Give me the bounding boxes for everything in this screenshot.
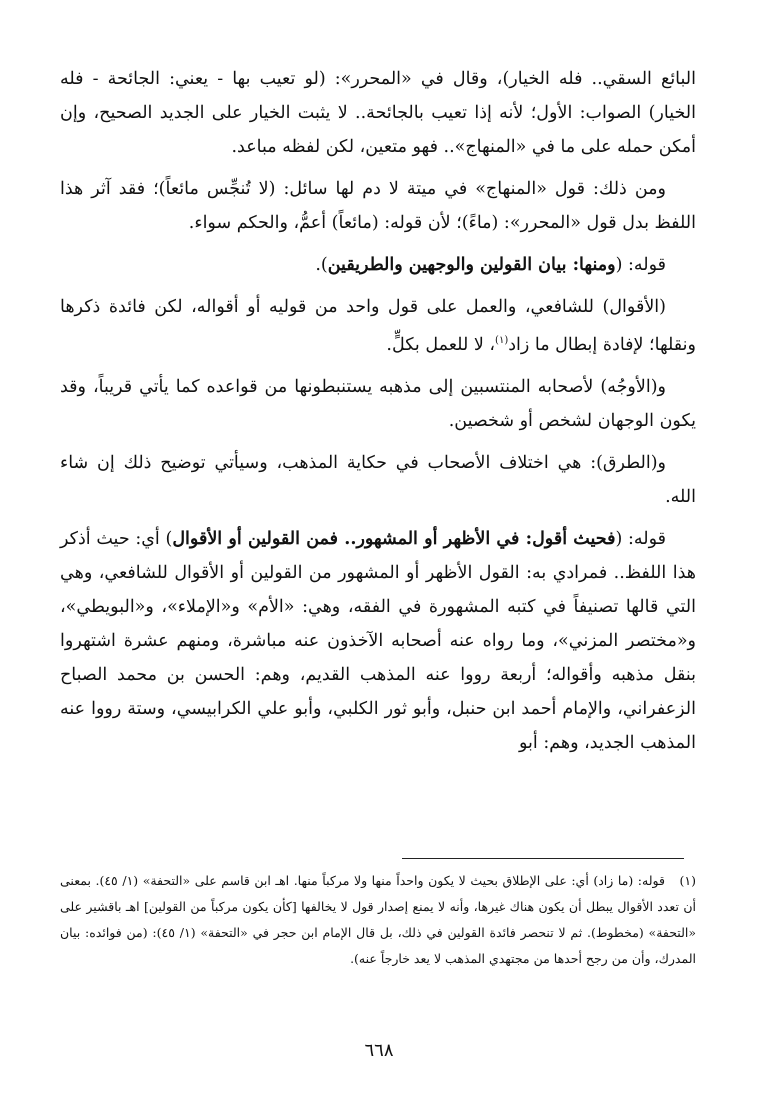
paragraph <box>60 248 696 282</box>
text-run: قوله: ( <box>615 528 666 549</box>
footnote <box>60 868 696 972</box>
footnote-ref: (١) <box>495 335 509 346</box>
text-run: ومن ذلك: قول «المنهاج» في ميتة لا دم لها سائل: (لا تُنجِّس مائعاً)؛ فقد آثر هذا اللفظ بدل قول «المحرر»: (ماءً)؛ لأن قوله: (مائعاً) أعمُّ، والحكم سواء. <box>60 179 696 233</box>
paragraph <box>60 370 696 438</box>
page-number: ٦٦٨ <box>364 1040 394 1061</box>
text-run: (الأقوال) للشافعي، والعمل على قول واحد من قوليه أو أقواله، لكن فائدة ذكرها ونقلها؛ لإفادة إبطال ما زاد <box>60 297 696 355</box>
text-run: ). <box>315 255 328 275</box>
bold-quote: فحيث أقول: في الأظهر أو المشهور.. فمن القولين أو الأقوال <box>172 528 616 549</box>
text-run: البائع السقي.. فله الخيار)، وقال في «المحرر»: (لو تعيب بها - يعني: الجائحة - فله الخيار) الصواب: الأول؛ لأنه إذا تعيب بالجائحة.. لا يثبت الخيار على الجديد الصحيح، وإن أمكن حمله على ما في «المنهاج».. فهو متعين، لكن لفظه مباعد. <box>60 69 696 157</box>
paragraph <box>60 446 696 514</box>
text-run: و(الأوجُه) لأصحابه المنتسبين إلى مذهبه يستنبطونها من قواعده كما يأتي قريباً، وقد يكون الوجهان لشخص أو شخصين. <box>60 376 696 431</box>
paragraph <box>60 290 696 362</box>
footnote-separator <box>402 858 684 859</box>
text-run: ، لا للعمل بكلٍّ. <box>386 334 496 355</box>
paragraph <box>60 172 696 240</box>
text-run: ) أي: حيث أذكر هذا اللفظ.. فمرادي به: القول الأظهر أو المشهور من القولين أو الأقوال للشافعي، وهي التي قالها تصنيفاً في كتبه المشهورة في الفقه، وهي: «الأم» و«الإملاء»، و«البويطي»، و«مختصر المزني»، وما رواه عنه أصحابه الآخذون عنه مباشرة، ومنهم عشرة اشتهروا بنقل مذهبه وأقواله؛ أربعة رووا عنه المذهب القديم، وهم: الحسن بن محمد الصباح الزعفراني، والإمام أحمد ابن حنبل، وأبو ثور الكلبي، وأبو علي الكرابيسي، وستة رووا عنه المذهب الجديد، وهم: أبو <box>60 528 696 753</box>
text-run: و(الطرق): هي اختلاف الأصحاب في حكاية المذهب، وسيأتي توضيح ذلك إن شاء الله. <box>60 452 696 507</box>
footnote-number: (١) <box>679 873 697 888</box>
bold-quote: ومنها: بيان القولين والوجهين والطريقين <box>327 255 616 275</box>
footnote-text: قوله: (ما زاد) أي: على الإطلاق بحيث لا يكون واحداً منها ولا مركباً منها. اهـ ابن قاسم على «التحفة» (١/ ٤٥). بمعنى أن تعدد الأقوال يبطل أن يكون هناك غيرها، وأنه لا يمنع إصدار قول لا يخالفها [كأن يكون مركباً من القولين] اهـ باقشير على «التحفة» (مخطوط). ثم لا تنحصر فائدة القولين في ذلك، بل قال الإمام ابن حجر في «التحفة» (١/ ٤٥): (من فوائده: بيان المدرك، وأن من رجح أحدها من مجتهدي المذهب لا يعد خارجاً عنه). <box>60 873 697 966</box>
text-run: قوله: ( <box>615 255 666 275</box>
paragraph <box>60 62 696 164</box>
paragraph <box>60 522 696 760</box>
main-text <box>60 62 696 768</box>
